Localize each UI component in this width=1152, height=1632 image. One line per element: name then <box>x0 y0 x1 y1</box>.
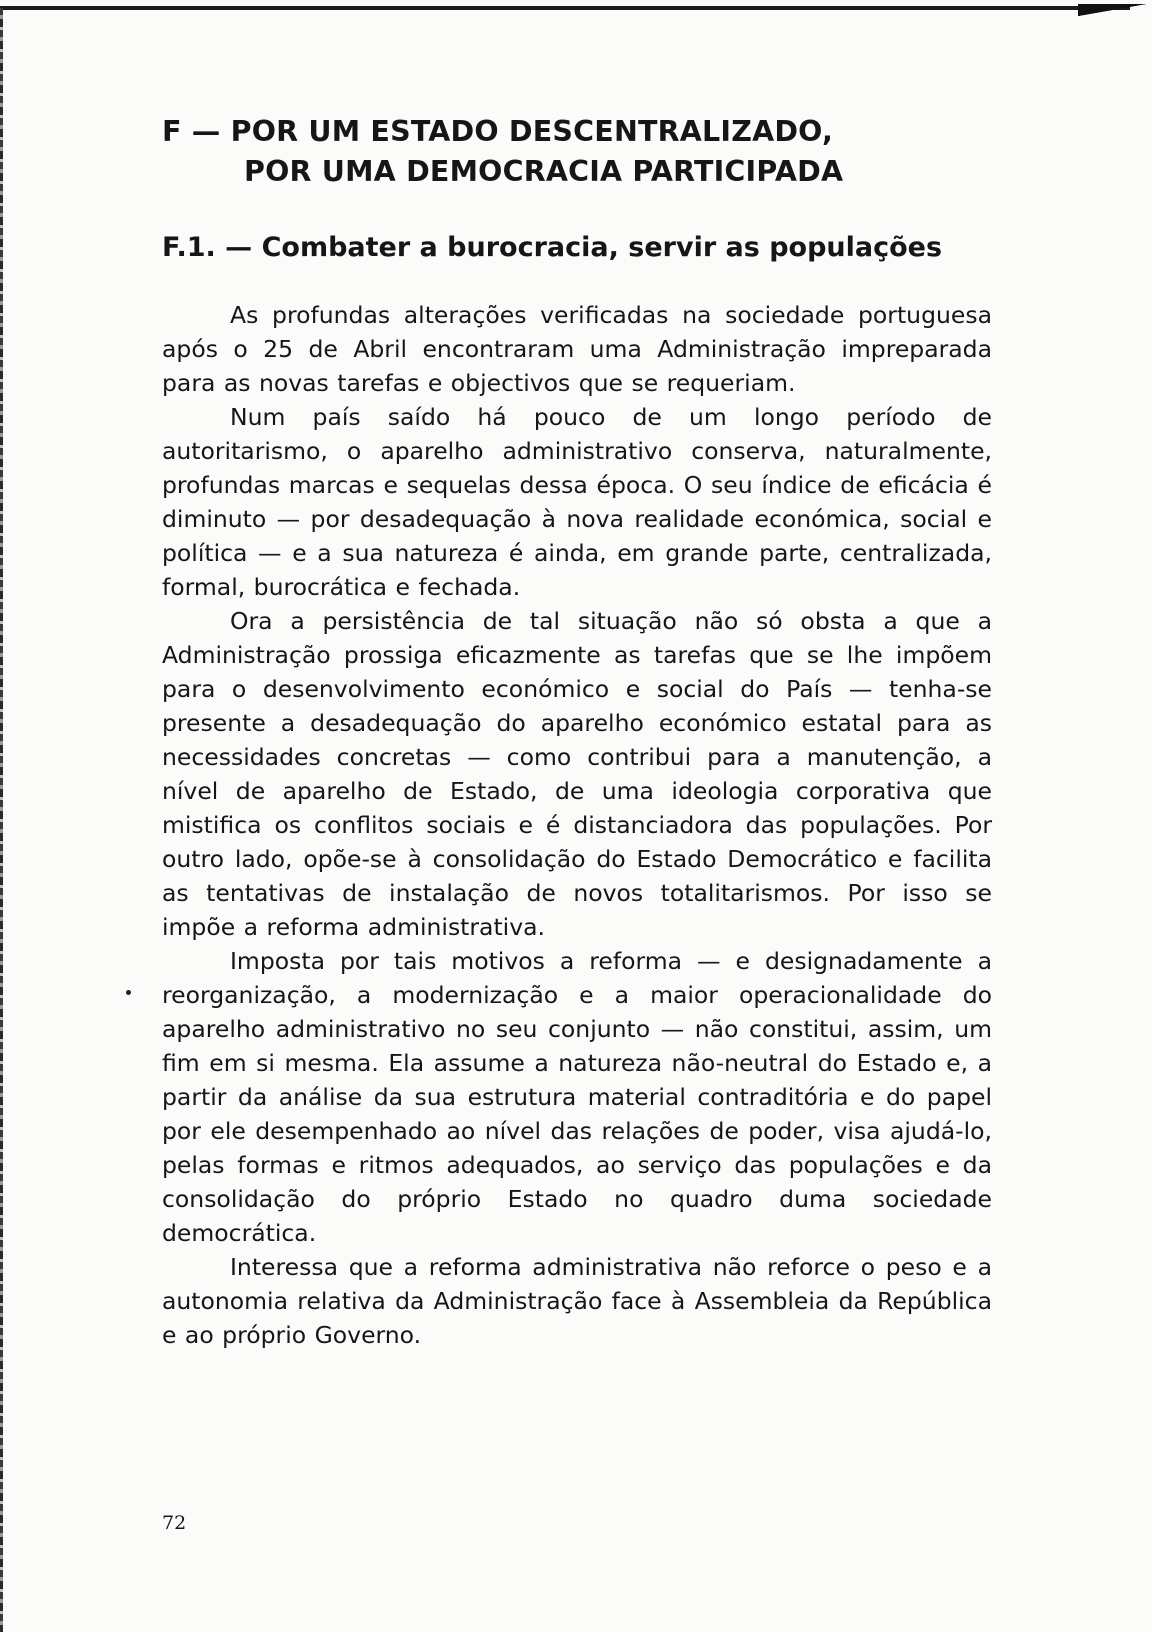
paragraph-1: As profundas alterações verificadas na sociedade portuguesa após o 25 de Abril encontraram uma Administração impreparada para as novas tarefas e objectivos que se requeriam. <box>162 301 992 397</box>
paragraph-3: Ora a persistência de tal situação não só obsta a que a Administração prossiga eficazmente as tarefas que se lhe impõem para o desenvolvimento económico e social do País — tenha-se presente a desadequação do aparelho económico estatal para as necessidades concretas — como contribui para a manutenção, a nível de aparelho de Estado, de uma ideologia corporativa que mistifica os conflitos sociais e é distanciadora das populações. Por outro lado, opõe-se à consolidação do Estado Democrático e facilita as tentativas de instalação de novos totalitarismos. Por isso se impõe a reforma administrativa. <box>162 607 992 941</box>
section-title <box>162 112 992 192</box>
subsection-title: F.1. — Combater a burocracia, servir as populações <box>162 232 943 263</box>
stray-dot <box>126 990 131 995</box>
page-content <box>162 112 992 1352</box>
scan-top-rule <box>0 6 1130 10</box>
scan-left-edge <box>0 8 3 1632</box>
scan-corner-mark <box>1078 4 1150 18</box>
body-text <box>162 298 992 1352</box>
section-title-line-2: POR UMA DEMOCRACIA PARTICIPADA <box>244 155 844 188</box>
paragraph-5: Interessa que a reforma administrativa não reforce o peso e a autonomia relativa da Administração face à Assembleia da República e ao próprio Governo. <box>162 1253 992 1349</box>
paragraph-2: Num país saído há pouco de um longo período de autoritarismo, o aparelho administrativo conserva, naturalmente, profundas marcas e sequelas dessa época. O seu índice de eficácia é diminuto — por desadequação à nova realidade económica, social e política — e a sua natureza é ainda, em grande parte, centralizada, formal, burocrática e fechada. <box>162 403 992 601</box>
page-number: 72 <box>162 1512 187 1534</box>
section-title-line-1: F — POR UM ESTADO DESCENTRALIZADO, <box>162 115 834 148</box>
paragraph-4: Imposta por tais motivos a reforma — e designadamente a reorganização, a modernização e a maior operacionalidade do aparelho administrativo no seu conjunto — não constitui, assim, um fim em si mesma. Ela assume a natureza não-neutral do Estado e, a partir da análise da sua estrutura material contraditória e do papel por ele desempenhado ao nível das relações de poder, visa ajudá-lo, pelas formas e ritmos adequados, ao serviço das populações e da consolidação do próprio Estado no quadro duma sociedade democrática. <box>162 947 992 1247</box>
